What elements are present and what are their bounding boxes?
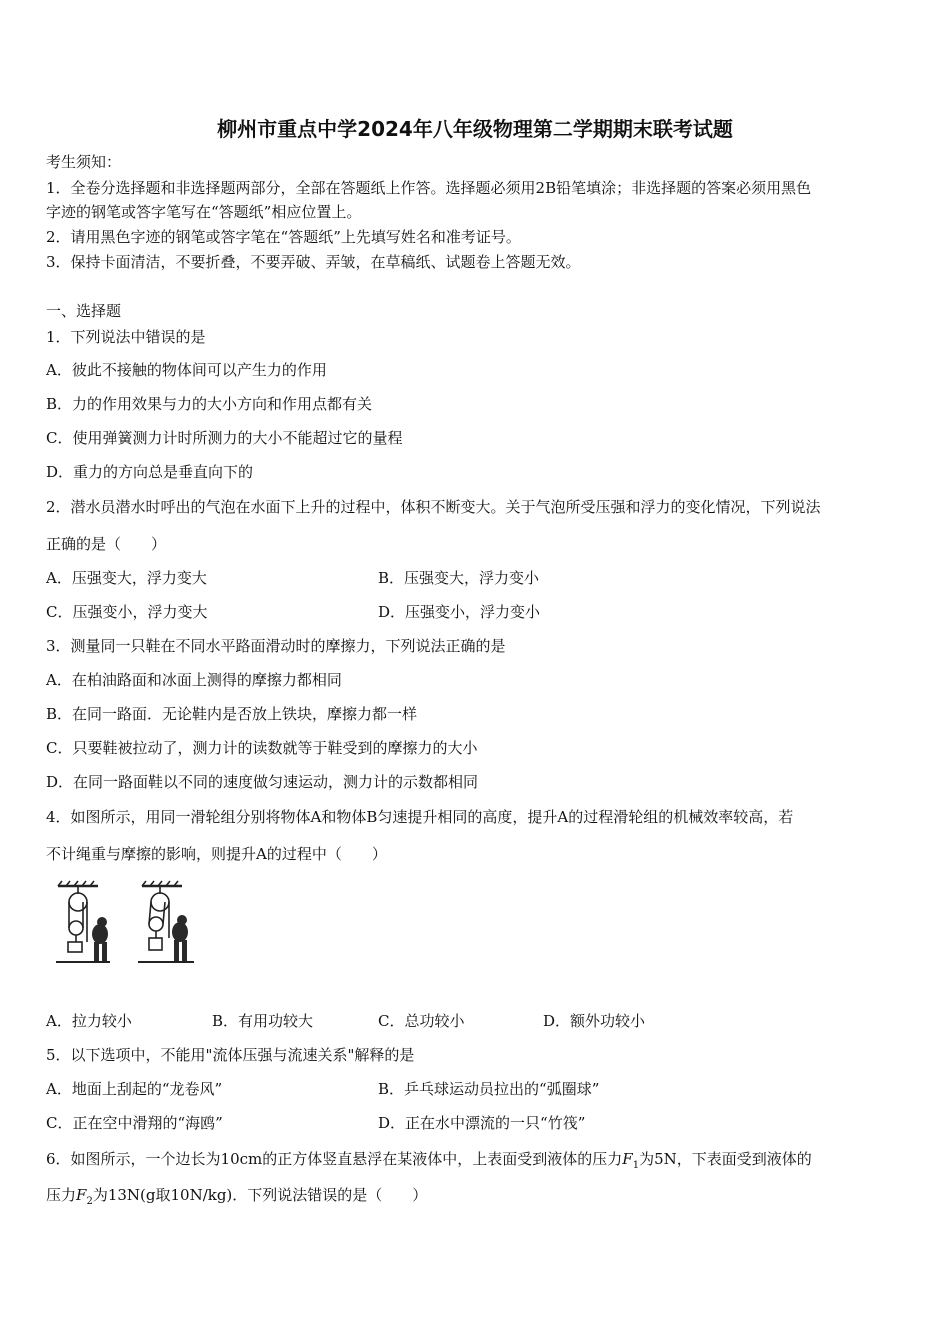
q6-stem-text-1a: 6．如图所示，一个边长为10cm的正方体竖直悬浮在某液体中，上表面受到液体的压力 xyxy=(46,1150,623,1168)
pulley-systems-diagram xyxy=(52,880,202,980)
q3-option-a: A．在柏油路面和冰面上测得的摩擦力都相同 xyxy=(46,671,342,689)
q5-option-a: A．地面上刮起的“龙卷风” xyxy=(46,1080,223,1098)
notice-item-2: 2．请用黑色字迹的钢笔或答字笔在“答题纸”上先填写姓名和准考证号。 xyxy=(46,228,521,246)
q3-option-b: B．在同一路面．无论鞋内是否放上铁块，摩擦力都一样 xyxy=(46,705,418,723)
q5-stem: 5．以下选项中，不能用"流体压强与流速关系"解释的是 xyxy=(46,1046,415,1064)
q6-stem-line2 xyxy=(46,1185,427,1212)
q4-option-a: A．拉力较小 xyxy=(46,1012,132,1030)
q4-option-b: B．有用功较大 xyxy=(212,1012,314,1030)
q6-f2-subscript: 2 xyxy=(86,1196,93,1207)
q1-option-b: B．力的作用效果与力的大小方向和作用点都有关 xyxy=(46,395,373,413)
notice-item-3: 3．保持卡面清洁，不要折叠，不要弄破、弄皱，在草稿纸、试题卷上答题无效。 xyxy=(46,253,581,271)
pulley-figure xyxy=(52,880,202,984)
q6-stem-text-2a: 压力 xyxy=(46,1186,77,1204)
q1-option-d: D．重力的方向总是垂直向下的 xyxy=(46,463,254,481)
q6-f1-subscript: 1 xyxy=(632,1160,640,1171)
q2-option-a: A．压强变大，浮力变大 xyxy=(46,569,207,587)
q3-option-c: C．只要鞋被拉动了，测力计的读数就等于鞋受到的摩擦力的大小 xyxy=(46,739,478,757)
q5-option-b: B．乒乓球运动员拉出的“弧圈球” xyxy=(378,1080,600,1098)
section-heading: 一、选择题 xyxy=(46,302,122,320)
notice-heading: 考生须知： xyxy=(46,153,122,171)
q2-stem-line2: 正确的是（ ） xyxy=(46,535,167,553)
notice-item-1-cont: 字迹的钢笔或答字笔写在“答题纸”相应位置上。 xyxy=(46,203,362,221)
q3-stem: 3．测量同一只鞋在不同水平路面滑动时的摩擦力，下列说法正确的是 xyxy=(46,637,506,655)
q2-option-c: C．压强变小，浮力变大 xyxy=(46,603,208,621)
q6-stem-text-2b: 为13N(g取10N/kg)．下列说法错误的是（ ） xyxy=(92,1186,428,1204)
q5-option-d: D．正在水中漂流的一只“竹筏” xyxy=(378,1114,586,1132)
q4-stem-line1: 4．如图所示，用同一滑轮组分别将物体A和物体B匀速提升相同的高度，提升A的过程滑轮组的机械效率较高，若 xyxy=(46,808,794,826)
q2-option-d: D．压强变小，浮力变小 xyxy=(378,603,541,621)
q1-option-a: A．彼此不接触的物体间可以产生力的作用 xyxy=(46,361,327,379)
notice-item-1: 1．全卷分选择题和非选择题两部分，全部在答题纸上作答。选择题必须用2B铅笔填涂；非选择题的答案必须用黑色 xyxy=(46,179,812,197)
q1-stem: 1．下列说法中错误的是 xyxy=(46,328,206,346)
q1-option-c: C．使用弹簧测力计时所测力的大小不能超过它的量程 xyxy=(46,429,403,447)
q6-stem-text-1b: 为5N，下表面受到液体的 xyxy=(639,1150,812,1168)
q4-option-c: C．总功较小 xyxy=(378,1012,465,1030)
page-title: 柳州市重点中学2024年八年级物理第二学期期末联考试题 xyxy=(217,117,733,141)
q4-stem-line2: 不计绳重与摩擦的影响，则提升A的过程中（ ） xyxy=(46,845,387,863)
q2-option-b: B．压强变大，浮力变小 xyxy=(378,569,540,587)
q4-option-d: D．额外功较小 xyxy=(543,1012,646,1030)
q6-f2-symbol: F xyxy=(76,1186,87,1204)
q5-option-c: C．正在空中滑翔的“海鸥” xyxy=(46,1114,223,1132)
q2-stem-line1: 2．潜水员潜水时呼出的气泡在水面下上升的过程中，体积不断变大。关于气泡所受压强和浮力的变化情况，下列说法 xyxy=(46,498,821,516)
q3-option-d: D．在同一路面鞋以不同的速度做匀速运动，测力计的示数都相同 xyxy=(46,773,479,791)
q6-stem-line1 xyxy=(46,1149,812,1176)
q6-f1-symbol: F xyxy=(622,1150,633,1168)
